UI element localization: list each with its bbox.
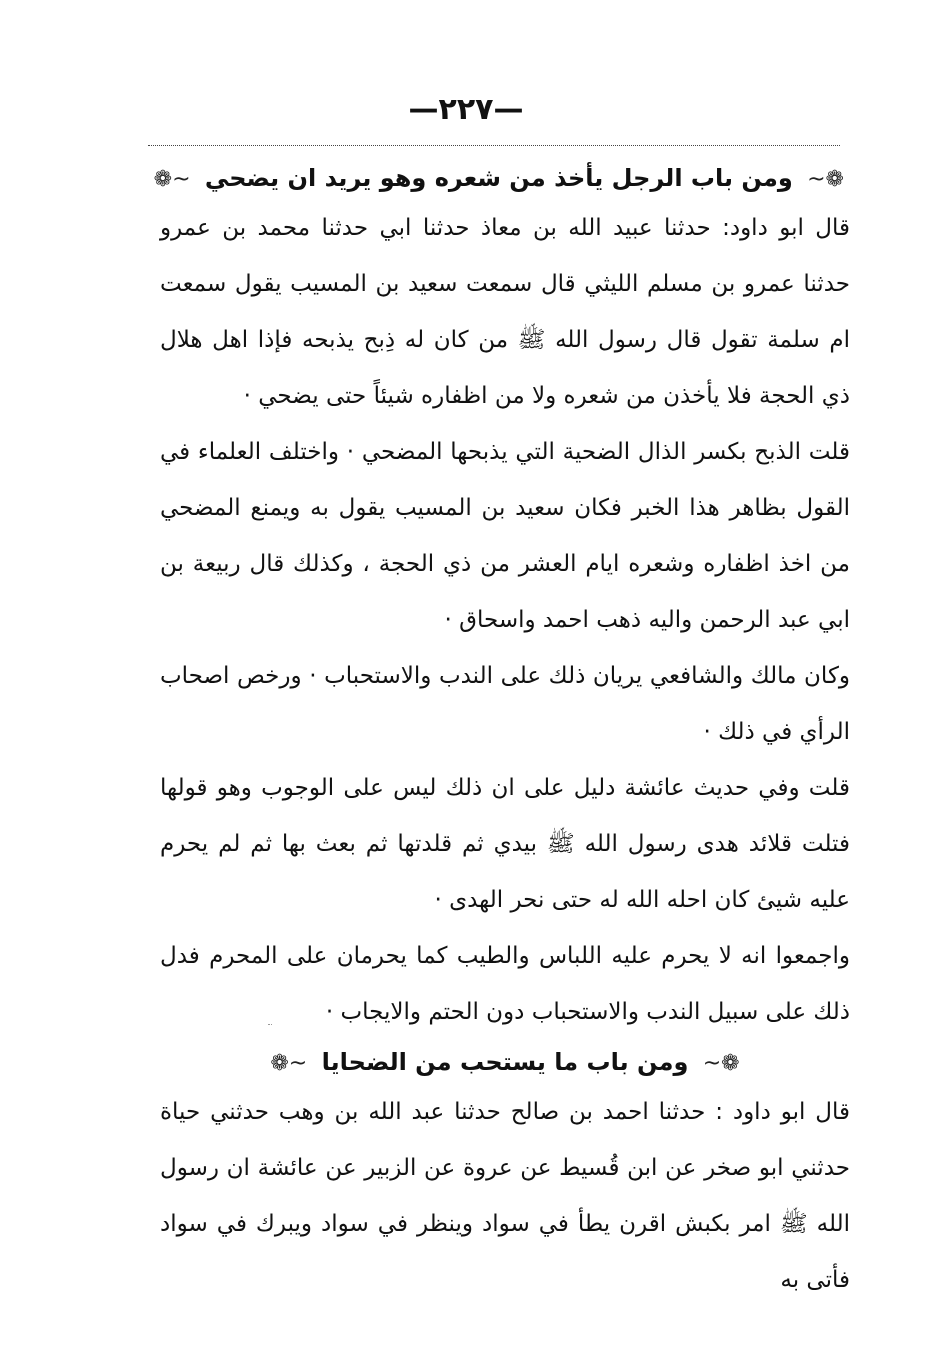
- chapter-heading-2-text: ومن باب ما يستحب من الضحايا: [321, 1048, 689, 1076]
- header-rule: [148, 145, 840, 146]
- paragraph: وكان مالك والشافعي يريان ذلك على الندب والاستحباب · ورخص اصحاب الرأي في ذلك ·: [160, 663, 850, 745]
- ornament-icon: ❁~: [702, 1051, 740, 1076]
- ornament-icon: ~❁: [270, 1051, 308, 1076]
- chapter-heading-1: [153, 156, 850, 200]
- section-divider: [268, 1024, 272, 1026]
- chapter-heading-2: [160, 1040, 850, 1084]
- paragraph: قال ابو داود: حدثنا عبيد الله بن معاذ حدثنا ابي حدثنا محمد بن عمرو حدثنا عمرو بن مسلم الليثي قال سمعت سعيد بن المسيب يقول سمعت ام سلمة تقول قال رسول الله ﷺ من كان له ذِبح يذبحه فإذا اهل هلال ذي الحجة فلا يأخذن من شعره ولا من اظفاره شيئاً حتى يضحي ·: [160, 215, 850, 409]
- ornament-icon: ❁~: [807, 167, 844, 192]
- paragraph: قلت وفي حديث عائشة دليل على ان ذلك ليس على الوجوب وهو قولها فتلت قلائد هدى رسول الله ﷺ بيدي ثم قلدتها ثم بعث بها ثم لم يحرم عليه شيئ كان احله الله له حتى نحر الهدى ·: [160, 775, 850, 913]
- ornament-icon: ~❁: [153, 167, 191, 192]
- paragraph: قال ابو داود : حدثنا احمد بن صالح حدثنا عبد الله بن وهب حدثني حياة حدثني ابو صخر عن ابن قُسيط عن عروة عن الزبير عن عائشة ان رسول الله ﷺ امر بكبش اقرن يطأ في سواد وينظر في سواد ويبرك في سواد فأتى به: [160, 1099, 850, 1293]
- chapter-heading-1-text: ومن باب الرجل يأخذ من شعره وهو يريد ان يضحي: [204, 164, 793, 192]
- paragraph: قلت الذبح بكسر الذال الضحية التي يذبحها المضحي · واختلف العلماء في القول بظاهر هذا الخبر فكان سعيد بن المسيب يقول به ويمنع المضحي من اخذ اظفاره وشعره ايام العشر من ذي الحجة ، وكذلك قال ربيعة بن ابي عبد الرحمن واليه ذهب احمد واسحاق ·: [160, 439, 850, 633]
- page-body: [153, 156, 850, 1308]
- page-number: —٢٢٧—: [408, 92, 524, 127]
- paragraph: واجمعوا انه لا يحرم عليه اللباس والطيب كما يحرمان على المحرم فدل ذلك على سبيل الندب والاستحباب دون الحتم والايجاب ·: [160, 943, 850, 1025]
